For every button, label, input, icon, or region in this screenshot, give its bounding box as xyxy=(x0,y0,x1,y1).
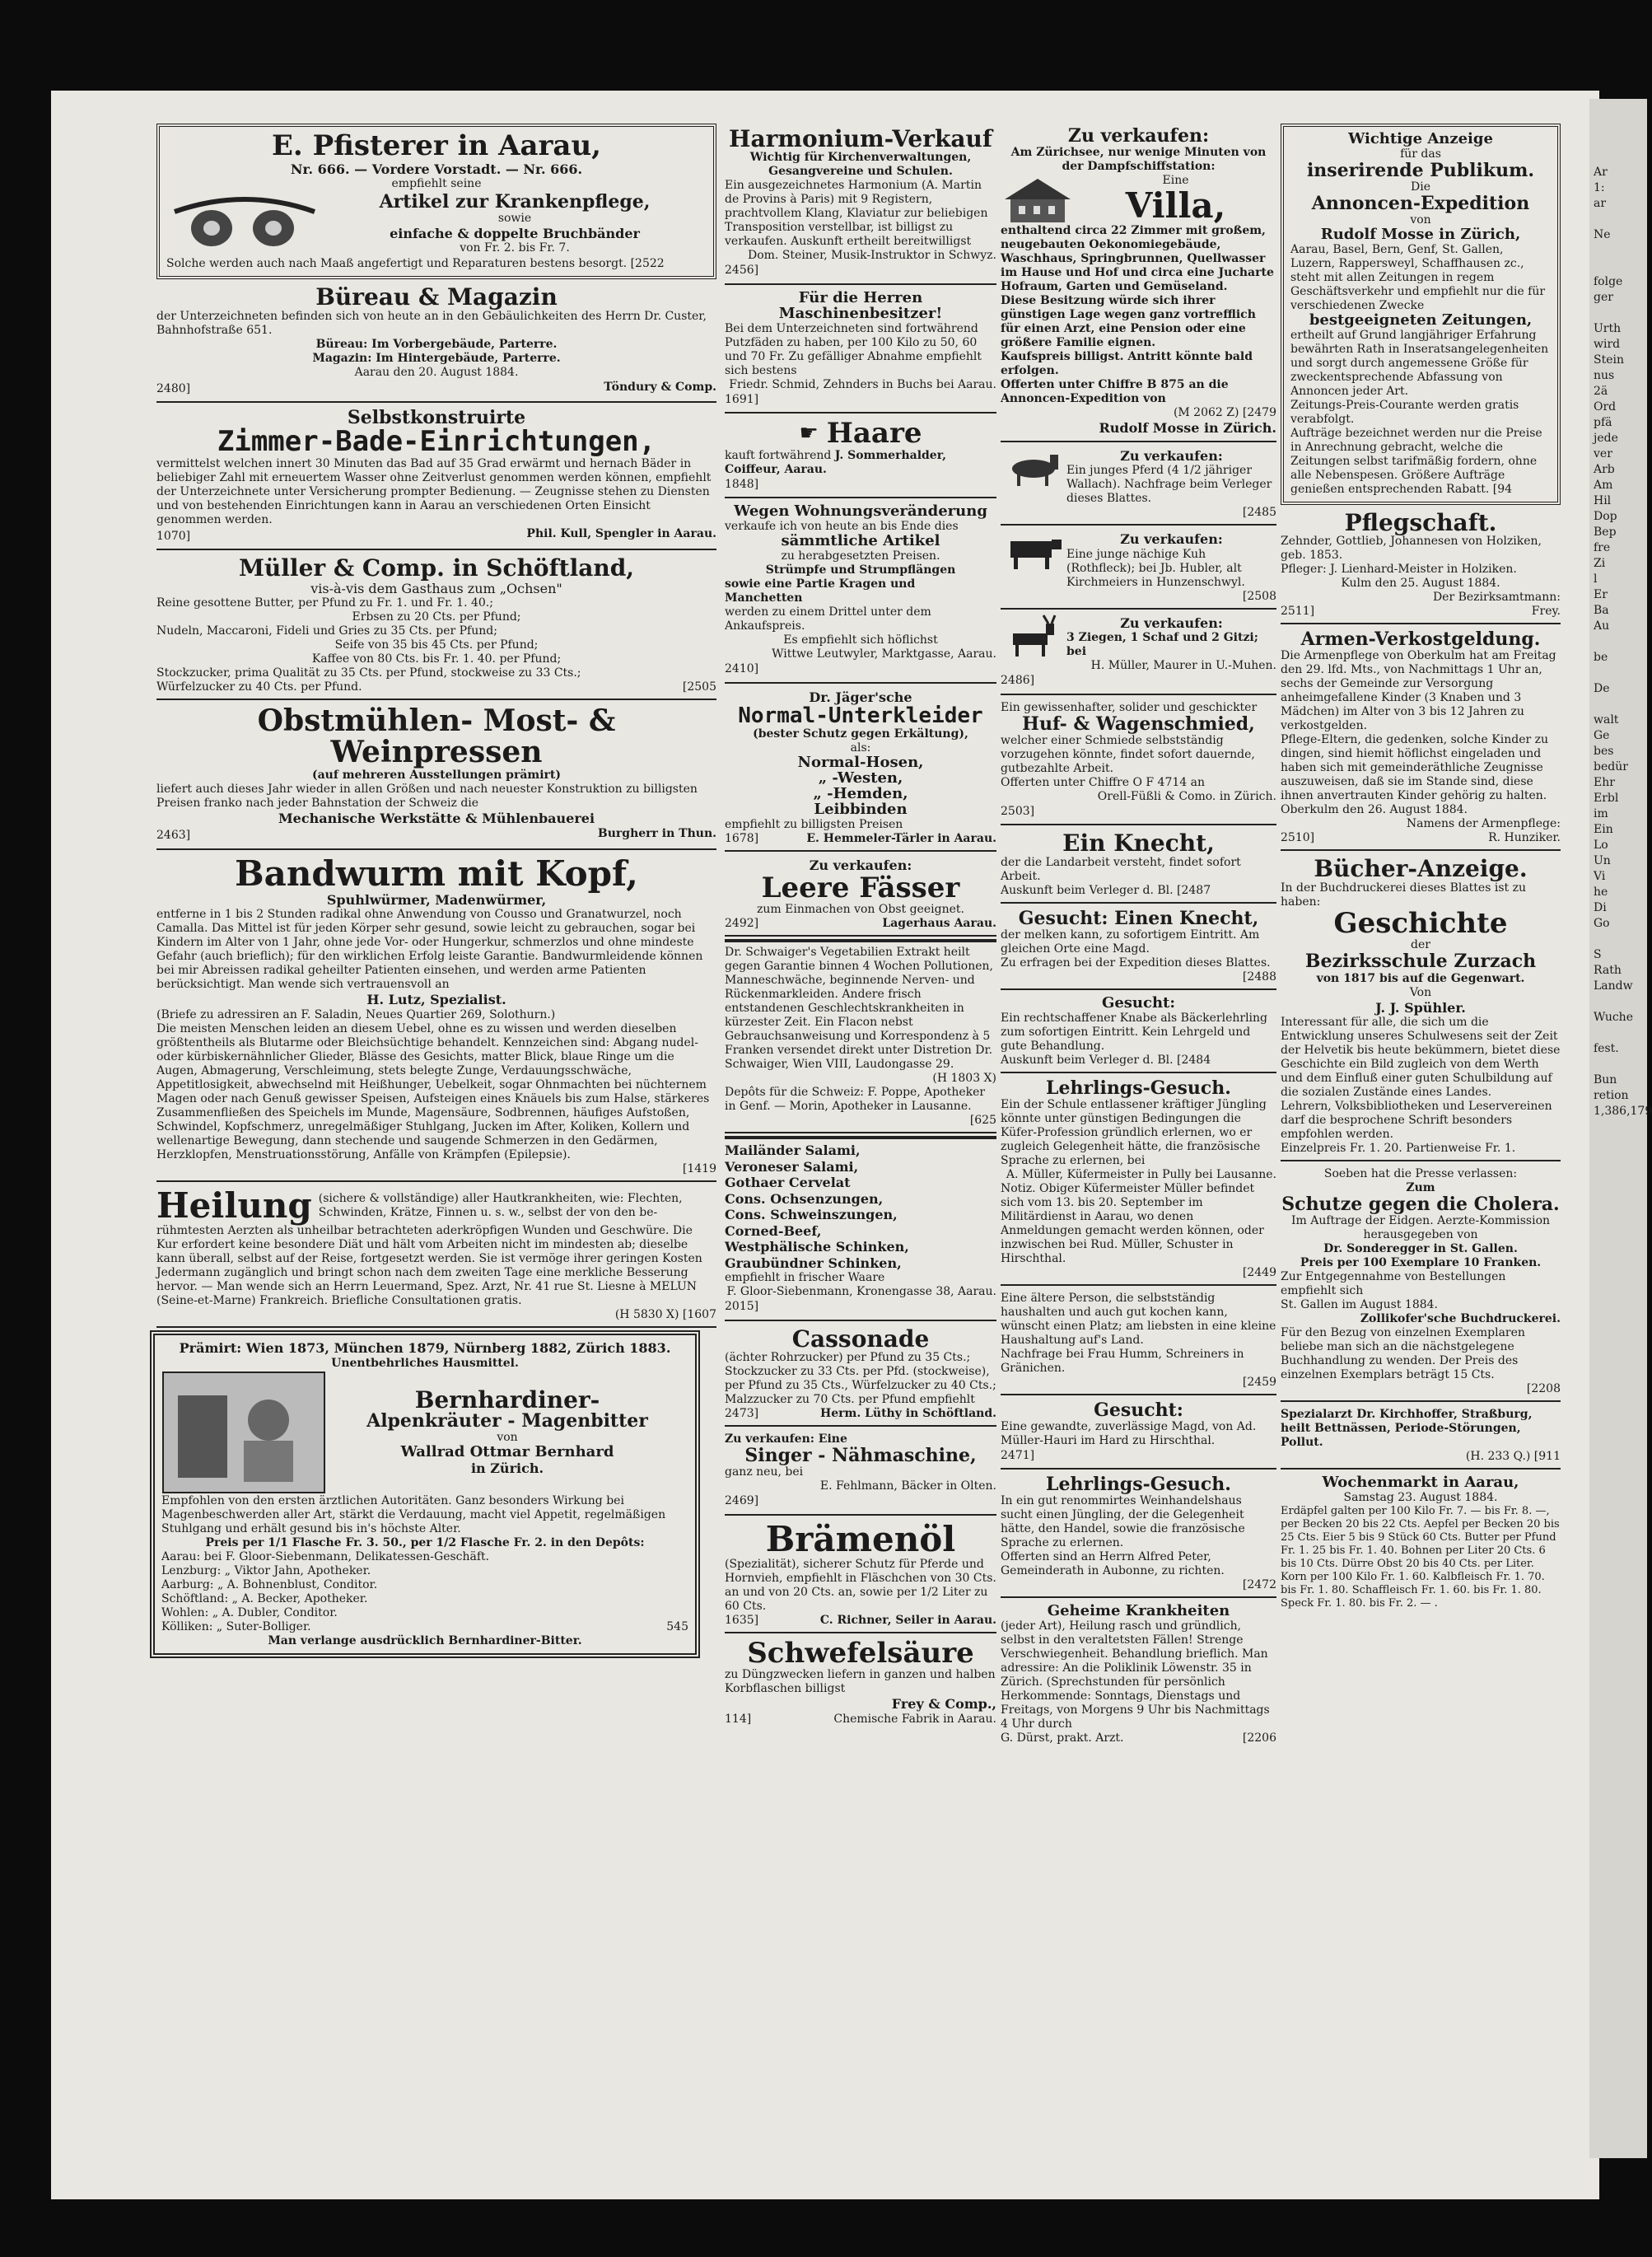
horse-icon xyxy=(1001,448,1066,489)
ad-schwaiger: Dr. Schwaiger's Vegetabilien Extrakt heilt gegen Garantie binnen 4 Wochen Pollutionen, Manneschwäche, beginnende Nerven- und Rückenmarkleiden. Andere frisch entstandenen Geschlechtskrankheiten in kürzester Zeit. Ein Flacon nebst Gebrauchsanweisung und Korrespondenz à 5 Franken versendet direkt unter Distretion Dr. Schwaiger, Wien VIII, Laudongasse 29. (H 1803 X) Depôts für die Schweiz: F. Poppe, Apotheker in Genf. — Morin, Apotheker in Lausanne. [625 xyxy=(725,939,996,1133)
ad-hufschmied: Ein gewissenhafter, solider und geschickter Huf- & Wagenschmied, welcher einer Schmiede selbstständig vorzugehen könnte, findet sofort dauernde, gutbezahlte Arbeit. Offerten unter Chiffre O F 4714 an Orell-Füßli & Como. in Zürich. 2503] xyxy=(1001,698,1276,826)
fragment-line: nus xyxy=(1594,369,1615,382)
fragment-line: bedür xyxy=(1594,760,1628,773)
ad-villa: Zu verkaufen: Am Zürichsee, nur wenige Minuten von der Dampfschiffstation: Eine Villa, enthaltend circa 22 Zimmer mit großem, neugebauten Oekonomiegebäude, Waschhaus, Springbrunnen, Quellwasser im Hause und Hof und circa eine Jucharte Hofraum, Garten und Gemüseland. Diese Besitzung würde sich ihrer günstigen Lage wegen ganz vortrefflich für einen Arzt, eine Pension oder eine größere Familie eignen. Kaufspreis billigst. Antritt könnte bald erfolgen. Offerten unter Chiffre B 875 an die Annoncen-Expedition von (M 2062 Z) [2479 Rudolf Mosse in Zürich. xyxy=(1001,124,1276,442)
ad-pfisterer: E. Pfisterer in Aarau, Nr. 666. — Vordere Vorstadt. — Nr. 666. empfiehlt seine Artikel zur Krankenpflege, sowie einfache & doppelte Bruchbänder von Fr. 2. bis Fr. 7. Solche werden auch nach Maaß angefertigt und Reparaturen bestens besorgt. [2522 xyxy=(156,124,716,279)
fragment-line: Lo xyxy=(1594,839,1608,852)
ad-pflegschaft: Pflegschaft. Zehnder, Gottlieb, Johannesen von Holziken, geb. 1853. Pfleger: J. Lienhard-Meister in Holziken. Kulm den 25. August 1884. Der Bezirksamtmann: 2511] Frey. xyxy=(1281,507,1561,624)
ad-wohnung: Wegen Wohnungsveränderung verkaufe ich von heute an bis Ende dies sämmtliche Artikel zu herabgesetzten Preisen. Strümpfe und Strumpflängen sowie eine Partie Kragen und Manchetten werden zu einem Drittel unter dem Ankaufspreis. Es empfiehlt sich höflichst Wittwe Leutwyler, Marktgasse, Aarau. 2410] xyxy=(725,501,996,683)
ad-pferd: Zu verkaufen: Ein junges Pferd (4 1/2 jähriger Wallach). Nachfrage beim Verleger dieses Blattes. [2485 xyxy=(1001,445,1276,526)
fragment-line: Ein xyxy=(1594,823,1613,836)
fragment-line: Di xyxy=(1594,901,1607,914)
ad-cassonade: Cassonade (ächter Rohrzucker) per Pfund zu 35 Cts.; Stockzucker zu 33 Cts. per Pfd. (stockweise), per Pfund zu 35 Cts., Würfelzucker zu 40 Cts.; Malzzucker zu 70 Cts. per Pfund empfiehlt 2473] Herm. Lüthy in Schöftland. xyxy=(725,1324,996,1427)
fragment-line: Bep xyxy=(1594,526,1617,539)
fragment-line: ger xyxy=(1594,291,1613,304)
ad-bandwurm: Bandwurm mit Kopf, Spuhlwürmer, Madenwürmer, entferne in 1 bis 2 Stunden radikal ohne Anwendung von Cousso und Granatwurzel, noch Camalla. Das Mittel ist für jeden Körper sehr gesund, sowie leicht zu gebrauchen, sogar bei Kindern im Alter von 1 Jahr, ohne jede Vor- oder Hungerkur, schmerzlos und ohne mindeste Gefahr (auch brieflich); für den wirklichen Erfolg leiste Garantie. Bandwurmleidende können bei mir Abreissen radikal geheilter Patienten einsehen, und werden arme Patienten berücksichtigt. Man wende sich vertrauensvoll an H. Lutz, Spezialist. (Briefe zu adressiren an F. Saladin, Neues Quartier 269, Solothurn.) Die meisten Menschen leiden an diesem Uebel, ohne es zu wissen und werden dieselben größtentheils als Blutarme oder Bleichsüchtige behandelt. Kennzeichen sind: Abgang nudel- oder kürbiskernähnlicher Glieder, Blässe des Gesichts, matter Blick, blaue Ringe um die Augen, Abmagerung, Verschleimung, stets belegte Zunge, Verdauungsschwäche, Appetitlosigkeit, abwechselnd mit Heißhunger, Uebelkeit, sogar Ohnmachten bei nüchternem Magen oder nach Genuß gewisser Speisen, Aufsteigen eines Knäuels bis zum Halse, stärkeres Zusammenfließen des Speichels im Munde, Magensäure, Sodbrennen, häufiges Aufstoßen, Schwindel, Kopfschmerz, unregelmäßiger Stuhlgang, Jucken im After, Koliken, Kollern und wellenartige Bewegung, dann stechende und saugende Schmerzen in den Gedärmen, Herzklopfen, Menstruationsstörung, Anfälle von Krämpfen (Epilepsie). [1419 xyxy=(156,853,716,1182)
ad-lehrling-wein: Lehrlings-Gesuch. In ein gut renommirtes Weinhandelshaus sucht einen Jüngling, der die Gelegenheit hätte, den Handel, sowie die französische Sprache zu erlernen. Offerten sind an Herrn Alfred Peter, Gemeinderath in Aubonne, zu richten. [2472 xyxy=(1001,1472,1276,1598)
ad-bureau: Büreau & Magazin der Unterzeichneten befinden sich von heute an in den Gebäulichkeiten des Herrn Dr. Custer, Bahnhofstraße 651. Büreau: Im Vorbergebäude, Parterre. Magazin: Im Hintergebäude, Parterre. Aarau den 20. August 1884. 2480] Töndury & Comp. xyxy=(156,282,716,403)
fragment-line xyxy=(1594,697,1643,713)
fragment-line: wird xyxy=(1594,338,1621,351)
fragment-line xyxy=(1594,259,1643,274)
fragment-line: l xyxy=(1594,572,1598,586)
fragment-line: Ord xyxy=(1594,400,1617,414)
fragment-line: 1,386,179 xyxy=(1594,1105,1652,1118)
fragment-line: im xyxy=(1594,807,1608,820)
fragment-line: Arb xyxy=(1594,463,1615,476)
ad-faesser: Zu verkaufen: Leere Fässer zum Einmachen von Obst geeignet. 2492] Lagerhaus Aarau. xyxy=(725,854,996,937)
goat-icon xyxy=(1001,615,1066,661)
ad-geheime-krankheiten: Geheime Krankheiten (jeder Art), Heilung rasch und gründlich, selbst in den veraltetsten Fällen! Strenge Verschwiegenheit. Behandlung brieflich. Man adressire: An die Poliklinik Löwenstr. 35 in Zürich. (Sprechstunden für persönlich Herkommende: Sonntags, Dienstags und Freitags, von Morgens 9 Uhr bis Nachmittags 4 Uhr durch G. Dürst, prakt. Arzt. [2206 xyxy=(1001,1602,1276,1745)
fragment-line xyxy=(1594,212,1643,227)
truss-icon xyxy=(166,191,323,257)
fragment-line: S xyxy=(1594,948,1602,961)
ad-title: E. Pfisterer in Aarau, xyxy=(271,129,602,162)
ad-magd: Gesucht: Eine gewandte, zuverlässige Magd, von Ad. Müller-Hauri im Hard zu Hirschthal. 2471] xyxy=(1001,1398,1276,1470)
fragment-line: Ba xyxy=(1594,604,1609,617)
column-1 xyxy=(156,124,716,1661)
fragment-line: De xyxy=(1594,682,1610,695)
ad-bernhardiner: Prämirt: Wien 1873, München 1879, Nürnberg 1882, Zürich 1883. Unentbehrliches Hausmittel. Bernhardiner- Alpenkräuter - Magenbitter von Wallrad Ottmar Bernhard in Zürich. Empfohlen von den ersten ärztlichen Autoritäten. Ganz besonders Wirkung bei Magenbeschwerden aller Art, stärkt die Verdauung, macht viel Appetit, regelmäßigen Stuhlgang und erhält gesund bis in's höchste Alter. Preis per 1/1 Flasche Fr. 3. 50., per 1/2 Flasche Fr. 2. in den Depôts: Aarau: bei F. Gloor-Siebenmann, Delikatessen-Geschäft. Lenzburg: „ Viktor Jahn, Apotheker. Aarburg: „ A. Bohnenblust, Conditor. Schöftland: „ A. Becker, Apotheker. Wohlen: „ A. Dubler, Conditor. Kölliken: „ Suter-Bolliger. 545 Man verlange ausdrücklich Bernhardiner-Bitter. xyxy=(150,1330,700,1658)
cow-icon xyxy=(1001,531,1066,572)
monk-illustration-icon xyxy=(161,1371,326,1494)
fragment-line: Er xyxy=(1594,588,1608,601)
fragment-line: fre xyxy=(1594,541,1611,554)
fragment-line: Am xyxy=(1594,479,1613,492)
ad-ziegen: Zu verkaufen: 3 Ziegen, 1 Schaf und 2 Gitzi; bei H. Müller, Maurer in U.-Muhen. 2486] xyxy=(1001,612,1276,695)
fragment-line: Au xyxy=(1594,619,1610,633)
ad-jaeger: Dr. Jäger'sche Normal-Unterkleider (bester Schutz gegen Erkältung), als: Normal-Hosen, „ -Westen, „ -Hemden, Leibbinden empfiehlt zu billigsten Preisen 1678] E. Hemmeler-Tärler in Aarau. xyxy=(725,686,996,852)
fragment-line: Stein xyxy=(1594,353,1624,367)
fragment-line: ver xyxy=(1594,447,1612,460)
ad-wochenmarkt: Wochenmarkt in Aarau, Samstag 23. August 1884. Erdäpfel galten per 100 Kilo Fr. 7. — bis Fr. 8. —, per Becken 20 bis 22 Cts. Aepfel per Becken 20 bis 25 Cts. Eier 5 bis 9 Stück 60 Cts. Butter per Pfund Fr. 1. 25 bis Fr. 1. 40. Bohnen per Liter 20 Cts. 6 bis 10 Cts. Dürre Obst 20 bis 40 Cts. per Liter. Korn per 100 Kilo Fr. 1. 60. Kalbfleisch Fr. 1. 70. bis Fr. 1. 80. Schaffleisch Fr. 1. 60. bis Fr. 1. 80. Speck Fr. 1. 80. bis Fr. 2. — . xyxy=(1281,1474,1560,1610)
fragment-line: 1: xyxy=(1594,181,1605,194)
pointing-hand-icon: ☛ xyxy=(799,421,819,446)
fragment-line xyxy=(1594,634,1643,650)
fragment-line: Erbl xyxy=(1594,792,1619,805)
fragment-line: Hil xyxy=(1594,494,1612,507)
fragment-line: be xyxy=(1594,651,1608,664)
fragment-line: walt xyxy=(1594,713,1619,727)
fragment-line: he xyxy=(1594,886,1608,899)
fragment-line: Landw xyxy=(1594,979,1633,993)
fragment-line: Zi xyxy=(1594,557,1606,570)
fragment-line xyxy=(1594,666,1643,681)
fragment-line: Urth xyxy=(1594,322,1622,335)
ad-schwefelsaeure: Schwefelsäure zu Düngzwecken liefern in ganzen und halben Korbflaschen billigst Frey & Comp., 114] Chemische Fabrik in Aarau. xyxy=(725,1636,996,1726)
fragment-line: Ne xyxy=(1594,228,1611,241)
fragment-line xyxy=(1594,243,1643,259)
ad-baeckerlehrling: Gesucht: Ein rechtschaffener Knabe als Bäckerlehrling zum sofortigen Eintritt. Kein Lehrgeld und gute Behandlung. Auskunft beim Verleger d. Bl. [2484 xyxy=(1001,993,1276,1073)
fragment-line: Wuche xyxy=(1594,1011,1633,1024)
ad-knecht: Ein Knecht, der die Landarbeit versteht, findet sofort Arbeit. Auskunft beim Verleger d. Bl. [2487 xyxy=(1001,828,1276,903)
villa-icon xyxy=(1001,175,1075,224)
ad-singer: Zu verkaufen: Eine Singer - Nähmaschine, ganz neu, bei E. Fehlmann, Bäcker in Olten. 2469] xyxy=(725,1429,996,1516)
fragment-line: Rath xyxy=(1594,964,1622,977)
fragment-line: pfä xyxy=(1594,416,1612,429)
fragment-line xyxy=(1594,306,1643,321)
ad-obstmuehlen: Obstmühlen- Most- & Weinpressen (auf mehreren Ausstellungen prämirt) liefert auch dieses Jahr wieder in allen Größen und nach neuester Konstruktion zu billigsten Preisen franko nach jeder Bahnstation der Schweiz die Mechanische Werkstätte & Mühlenbauerei 2463] Burgherr in Thun. xyxy=(156,703,716,850)
ad-braemenoel: Brämenöl (Spezialität), sicherer Schutz für Pferde und Hornvieh, empfiehlt in Fläschchen von 30 Cts. an und von 20 Cts. an, sowie per 1/2 Liter zu 60 Cts. 1635] C. Richner, Seiler in Aarau. xyxy=(725,1518,996,1633)
ad-buecher: Bücher-Anzeige. In der Buchdruckerei dieses Blattes ist zu haben: Geschichte der Bezirksschule Zurzach von 1817 bis auf die Gegenwart. Von J. J. Spühler. Interessant für alle, die sich um die Entwicklung unseres Schulwesens seit der Zeit der Helvetik bis heute bekümmern, bietet diese Geschichte ein Bild zugleich von dem Werth und dem Einfluß einer guten Schulbildung auf die sozialen Zustände eines Landes. Lehrern, Volksbibliotheken und Leservereinen darf die besprochene Schrift besonders empfohlen werden. Einzelpreis Fr. 1. 20. Partienweise Fr. 1. xyxy=(1281,853,1561,1161)
fragment-line: 2ä xyxy=(1594,385,1608,398)
fragment-line: Go xyxy=(1594,917,1610,930)
fragment-line: bes xyxy=(1594,745,1614,758)
fragment-line xyxy=(1594,994,1643,1010)
fragment-line xyxy=(1594,1057,1643,1072)
fragment-line: folge xyxy=(1594,275,1623,288)
ad-lehrling-kuefer: Lehrlings-Gesuch. Ein der Schule entlassener kräftiger Jüngling könnte unter günstigen Bedingungen die Küfer-Profession gründlich erlernen, wo er zugleich Gelegenheit hätte, die französische Sprache zu erlernen, bei A. Müller, Küfermeister in Pully bei Lausanne. Notiz. Obiger Küfermeister Müller befindet sich vom 13. bis 20. September im Militärdienst in Aarau, wo denen Anmeldungen gemacht werden können, oder inzwischen bei Rud. Müller, Schuster in Hirschthal. [2449 xyxy=(1001,1076,1276,1286)
ad-haare: ☛ Haare kauft fortwährend J. Sommerhalder, Coiffeur, Aarau. 1848] xyxy=(725,416,996,498)
fragment-line: retion xyxy=(1594,1089,1629,1102)
ad-harmonium: Harmonium-Verkauf Wichtig für Kirchenverwaltungen, Gesangvereine und Schulen. Ein ausgezeichnetes Harmonium (A. Martin de Provins à Paris) mit 9 Registern, prachtvollem Klang, Klaviatur zur beliebigen Transposition verstellbar, ist billigst zu verkaufen. Auskunft ertheilt bereitwilligst Dom. Steiner, Musik-Instruktor in Schwyz. 2456] xyxy=(725,124,996,285)
ad-kuh: Zu verkaufen: Eine junge nächige Kuh (Rothfleck); bei Jb. Hubler, alt Kirchmeiers in Hunzenschwyl. [2508 xyxy=(1001,528,1276,610)
column-4 xyxy=(1281,124,1561,1617)
fragment-line: jede xyxy=(1594,432,1618,445)
column-2 xyxy=(725,124,996,1733)
ad-salami: Mailänder Salami, Veroneser Salami, Gothaer Cervelat Cons. Ochsenzungen, Cons. Schweinszungen, Corned-Beef, Westphälische Schinken, Graubündner Schinken, empfiehlt in frischer Waare F. Gloor-Siebenmann, Kronengasse 38, Aarau. 2015] xyxy=(725,1136,996,1321)
ad-knecht-gesucht: Gesucht: Einen Knecht, der melken kann, zu sofortigem Eintritt. Am gleichen Orte eine Magd. Zu erfragen bei der Expedition dieses Blattes. [2488 xyxy=(1001,906,1276,990)
next-page-fragment xyxy=(1594,165,1652,2059)
ad-kirchhoffer: Spezialarzt Dr. Kirchhoffer, Straßburg, heilt Bettnässen, Periode-Störungen, Pollut. (H. 233 Q.) [911 xyxy=(1281,1404,1561,1470)
fragment-line: Ar xyxy=(1594,166,1608,179)
ad-cholera: Soeben hat die Presse verlassen: Zum Schutze gegen die Cholera. Im Auftrage der Eidgen. Aerzte-Kommission herausgegeben von Dr. Sonderegger in St. Gallen. Preis per 100 Exemplare 10 Franken. Zur Entgegennahme von Bestellungen empfiehlt sich St. Gallen im August 1884. Zollikofer'sche Buchdruckerei. Für den Bezug von einzelnen Exemplaren beliebe man sich an die nächstgelegene Buchhandlung zu wenden. Der Preis des einzelnen Exemplars beträgt 15 Cts. [2208 xyxy=(1281,1164,1561,1402)
ad-mueller: Müller & Comp. in Schöftland, vis-à-vis dem Gasthaus zum „Ochsen" Reine gesottene Butter, per Pfund zu Fr. 1. und Fr. 1. 40.; Erbsen zu 20 Cts. per Pfund; Nudeln, Maccaroni, Fideli und Gries zu 35 Cts. per Pfund; Seife von 35 bis 45 Cts. per Pfund; Kaffee von 80 Cts. bis Fr. 1. 40. per Pfund; Stockzucker, prima Qualität zu 35 Cts. per Pfund, stockweise zu 33 Cts.; Würfelzucker zu 40 Cts. per Pfund. [2505 xyxy=(156,553,716,700)
fragment-line: Ge xyxy=(1594,729,1610,742)
ad-mosse: Wichtige Anzeige für das inserirende Publikum. Die Annoncen-Expedition von Rudolf Mosse in Zürich, Aarau, Basel, Bern, Genf, St. Gallen, Luzern, Rappersweyl, Schaffhausen zc., steht mit allen Zeitungen in regem Geschäftsverkehr und empfiehlt nur die für verschiedenen Zwecke bestgeeigneten Zeitungen, ertheilt auf Grund langjähriger Erfahrung bewährten Rath in Inseratsangelegenheiten und sorgt durch angemessene Größe für zweckentsprechende Abfassung von Annoncen jeder Art. Zeitungs-Preis-Courante werden gratis verabfolgt. Aufträge bezeichnet werden nur die Preise in Anrechnung gebracht, welche die Zeitungen selbst tarifmäßig fordern, ohne alle Nebenspesen. Größere Aufträge genießen entsprechenden Rabatt. [94 xyxy=(1281,124,1561,505)
fragment-line: Vi xyxy=(1594,870,1606,883)
fragment-line xyxy=(1594,932,1643,947)
fragment-line xyxy=(1594,1026,1643,1041)
column-3 xyxy=(1001,124,1276,1752)
ad-heilung: Heilung (sichere & vollständige) aller Hautkrankheiten, wie: Flechten, Schwinden, Krätze, Finnen u. s. w., selbst der von den be- rühmtesten Aerzten als unheilbar betrachteten aderkröpfigen Wunden und Geschwüre. Die Kur erfordert keine besondere Diät und hält vom Arbeiten nicht im mindesten ab; dieselbe kann überall, selbst auf der Reise, fortgesetzt werden. Sie ist vermöge ihrer geringen Kosten Jedermann zugänglich und bringt schon nach dem zweiten Tage eine merkliche Besserung hervor. — Man wende sich an Herrn Leuermand, Spez. Arzt, Nr. 41 rue St. Liesne à MELUN (Seine-et-Marne) Frankreich. Briefliche Consultationen gratis. (H 5830 X) [1607 xyxy=(156,1185,716,1328)
ad-maschinenbesitzer: Für die Herren Maschinenbesitzer! Bei dem Unterzeichneten sind fortwährend Putzfäden zu haben, per 100 Kilo zu 50, 60 und 70 Fr. Zu gefälliger Abnahme empfiehlt sich bestens Friedr. Schmid, Zehnders in Buchs bei Aarau. 1691] xyxy=(725,287,996,414)
fragment-line: fest. xyxy=(1594,1042,1619,1055)
fragment-line: Bun xyxy=(1594,1073,1617,1086)
ad-aeltere-person: Eine ältere Person, die selbstständig haushalten und auch gut kochen kann, wünscht einen Platz; am liebsten in eine kleine Haushaltung auf's Land. Nachfrage bei Frau Humm, Schreiners in Gränichen. [2459 xyxy=(1001,1288,1276,1395)
fragment-line: Dop xyxy=(1594,510,1617,523)
fragment-line: Ehr xyxy=(1594,776,1615,789)
ad-armen-verkostgeldung: Armen-Verkostgeldung. Die Armenpflege von Oberkulm hat am Freitag den 29. lfd. Mts., von Nachmittags 1 Uhr an, sechs der Gemeinde zur Versorgung anheimgefallene Kinder (3 Knaben und 3 Mädchen) im Alter von 3 bis 12 Jahren zu verkostgelden. Pflege-Eltern, die gedenken, solche Kinder zu dingen, sind hiemit höflichst eingeladen und haben sich mit gemeinderäthliche Zeugnisse auszuweisen, daß sie im Stande sind, diese ihnen anvertrauten Kinder gehörig zu halten. Oberkulm den 26. August 1884. Namens der Armenpflege: 2510] R. Hunziker. xyxy=(1281,627,1561,851)
ad-zimmer-bad: Selbstkonstruirte Zimmer-Bade-Einrichtungen, vermittelst welchen innert 30 Minuten das Bad auf 35 Grad erwärmt und hernach Bäder in beliebiger Zahl mit erneuertem Wasser ohne Zeitverlust genommen werden können, empfiehlt der Unterzeichnete unter Versicherung prompter Bedienung. — Zeugnisse stehen zu Diensten und von bestehenden Einrichtungen kann in Aarau an verschiedenen Orten Einsicht genommen werden. 1070] Phil. Kull, Spengler in Aarau. xyxy=(156,405,716,550)
fragment-line: Un xyxy=(1594,854,1611,867)
fragment-line: ar xyxy=(1594,197,1607,210)
